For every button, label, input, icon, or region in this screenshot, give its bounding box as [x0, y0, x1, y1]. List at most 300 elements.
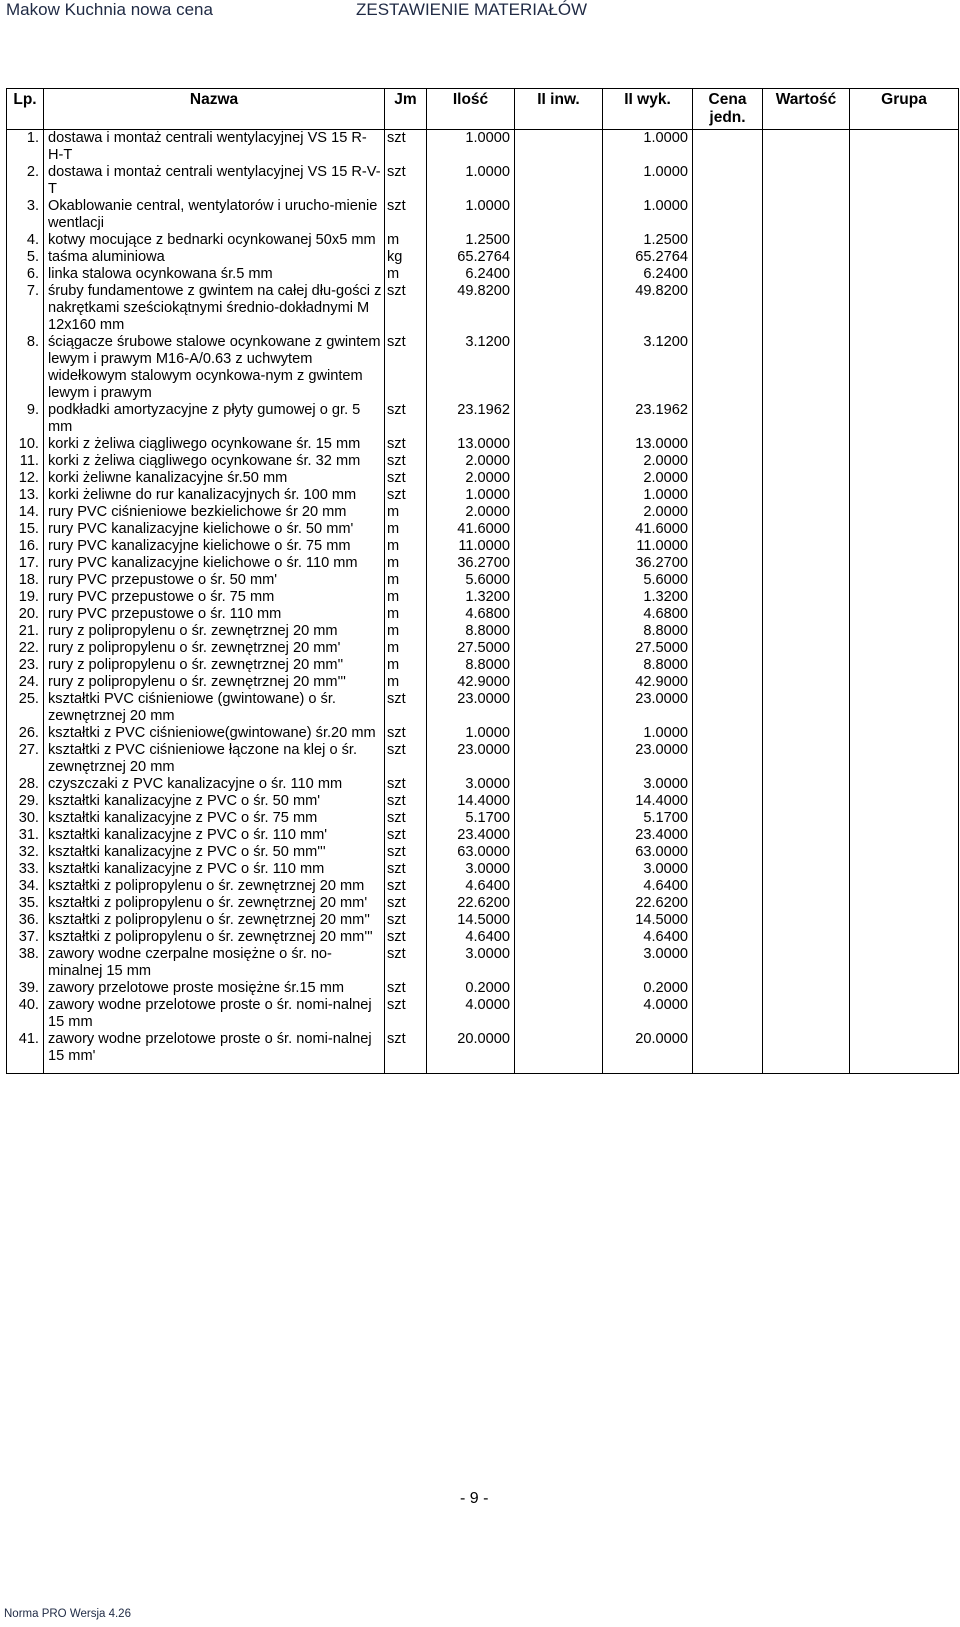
row-lp: 11. [7, 453, 44, 470]
row-ii-wyk: 2.0000 [603, 504, 693, 521]
row-ilosc: 1.0000 [427, 198, 515, 232]
row-cena [693, 283, 763, 334]
row-lp: 3. [7, 198, 44, 232]
row-ii-wyk: 14.4000 [603, 793, 693, 810]
row-cena [693, 521, 763, 538]
row-wartosc [763, 470, 850, 487]
table-row [7, 504, 959, 521]
row-name: rury PVC przepustowe o śr. 75 mm [44, 589, 385, 606]
row-lp: 1. [7, 130, 44, 165]
row-ilosc: 2.0000 [427, 453, 515, 470]
col-ii-wyk: II wyk. [603, 89, 693, 130]
row-ii-wyk: 27.5000 [603, 640, 693, 657]
row-wartosc [763, 249, 850, 266]
table-row [7, 1031, 959, 1065]
row-name: zawory wodne czerpalne mosiężne o śr. no-minalnej 15 mm [44, 946, 385, 980]
row-jm: kg [385, 249, 427, 266]
row-ii-wyk: 1.3200 [603, 589, 693, 606]
row-ilosc: 41.6000 [427, 521, 515, 538]
row-ii-inw [515, 623, 603, 640]
row-ii-inw [515, 827, 603, 844]
row-ilosc: 1.0000 [427, 130, 515, 165]
row-wartosc [763, 776, 850, 793]
row-jm: szt [385, 912, 427, 929]
row-ilosc: 3.0000 [427, 861, 515, 878]
row-ilosc: 36.2700 [427, 555, 515, 572]
row-name: ściągacze śrubowe stalowe ocynkowane z gwintem lewym i prawym M16-A/0.63 z uchwytem widełkowym stalowym ocynkowa-nym z gwintem lewym i prawym [44, 334, 385, 402]
table-row [7, 657, 959, 674]
row-cena [693, 861, 763, 878]
row-wartosc [763, 521, 850, 538]
row-ilosc: 42.9000 [427, 674, 515, 691]
row-ii-wyk: 14.5000 [603, 912, 693, 929]
row-grupa [850, 164, 959, 198]
row-ii-inw [515, 249, 603, 266]
table-row [7, 470, 959, 487]
row-ilosc: 1.0000 [427, 487, 515, 504]
row-ilosc: 27.5000 [427, 640, 515, 657]
row-name: kształtki kanalizacyjne z PVC o śr. 110 mm [44, 861, 385, 878]
row-jm: szt [385, 436, 427, 453]
table-row [7, 742, 959, 776]
row-jm: szt [385, 1031, 427, 1065]
row-ii-wyk: 3.1200 [603, 334, 693, 402]
row-cena [693, 232, 763, 249]
row-cena [693, 572, 763, 589]
row-jm: szt [385, 929, 427, 946]
table-row [7, 640, 959, 657]
row-ii-wyk: 0.2000 [603, 980, 693, 997]
row-lp: 31. [7, 827, 44, 844]
row-grupa [850, 980, 959, 997]
row-ilosc: 5.1700 [427, 810, 515, 827]
row-grupa [850, 861, 959, 878]
row-lp: 36. [7, 912, 44, 929]
row-ilosc: 1.0000 [427, 725, 515, 742]
row-jm: szt [385, 691, 427, 725]
row-ii-wyk: 1.2500 [603, 232, 693, 249]
row-ilosc: 14.5000 [427, 912, 515, 929]
row-ii-inw [515, 198, 603, 232]
row-ilosc: 49.8200 [427, 283, 515, 334]
row-ii-inw [515, 776, 603, 793]
table-row [7, 164, 959, 198]
row-ii-wyk: 1.0000 [603, 130, 693, 165]
spacer-cell [603, 1065, 693, 1074]
row-ii-inw [515, 861, 603, 878]
row-ii-inw [515, 232, 603, 249]
row-cena [693, 878, 763, 895]
spacer-cell [7, 1065, 44, 1074]
row-jm: szt [385, 164, 427, 198]
row-wartosc [763, 1031, 850, 1065]
row-lp: 13. [7, 487, 44, 504]
table-row [7, 623, 959, 640]
row-jm: szt [385, 980, 427, 997]
row-jm: szt [385, 487, 427, 504]
table-row [7, 572, 959, 589]
row-ii-wyk: 8.8000 [603, 657, 693, 674]
row-grupa [850, 929, 959, 946]
col-grupa: Grupa [850, 89, 959, 130]
row-lp: 8. [7, 334, 44, 402]
col-cena-jedn: Cena jedn. [693, 89, 763, 130]
row-ii-wyk: 11.0000 [603, 538, 693, 555]
row-grupa [850, 487, 959, 504]
row-ii-inw [515, 1031, 603, 1065]
row-jm: szt [385, 725, 427, 742]
row-ii-wyk: 13.0000 [603, 436, 693, 453]
row-grupa [850, 912, 959, 929]
row-name: Okablowanie central, wentylatorów i urucho-mienie wentlacji [44, 198, 385, 232]
row-cena [693, 504, 763, 521]
row-jm: szt [385, 895, 427, 912]
row-lp: 35. [7, 895, 44, 912]
row-ilosc: 4.0000 [427, 997, 515, 1031]
row-wartosc [763, 793, 850, 810]
row-jm: m [385, 640, 427, 657]
row-grupa [850, 402, 959, 436]
row-name: kształtki z PVC ciśnieniowe(gwintowane) śr.20 mm [44, 725, 385, 742]
page-number: - 9 - [460, 1490, 489, 1507]
row-ii-wyk: 23.1962 [603, 402, 693, 436]
row-lp: 9. [7, 402, 44, 436]
row-ii-inw [515, 436, 603, 453]
row-lp: 24. [7, 674, 44, 691]
col-wartosc: Wartość [763, 89, 850, 130]
row-lp: 23. [7, 657, 44, 674]
row-name: kotwy mocujące z bednarki ocynkowanej 50x5 mm [44, 232, 385, 249]
row-ii-inw [515, 810, 603, 827]
row-name: kształtki kanalizacyjne z PVC o śr. 50 mm' [44, 793, 385, 810]
row-ii-inw [515, 895, 603, 912]
table-row [7, 929, 959, 946]
table-row [7, 912, 959, 929]
row-cena [693, 980, 763, 997]
col-jm: Jm [385, 89, 427, 130]
row-jm: szt [385, 878, 427, 895]
row-ii-inw [515, 334, 603, 402]
row-wartosc [763, 538, 850, 555]
row-lp: 19. [7, 589, 44, 606]
row-cena [693, 402, 763, 436]
row-cena [693, 657, 763, 674]
row-wartosc [763, 164, 850, 198]
row-name: podkładki amortyzacyjne z płyty gumowej o gr. 5 mm [44, 402, 385, 436]
row-cena [693, 198, 763, 232]
row-wartosc [763, 555, 850, 572]
row-name: rury z polipropylenu o śr. zewnętrznej 20 mm [44, 623, 385, 640]
row-cena [693, 623, 763, 640]
row-jm: m [385, 657, 427, 674]
row-name: rury PVC kanalizacyjne kielichowe o śr. 110 mm [44, 555, 385, 572]
row-wartosc [763, 929, 850, 946]
row-wartosc [763, 589, 850, 606]
table-row [7, 334, 959, 402]
row-ii-inw [515, 997, 603, 1031]
row-ii-wyk: 4.0000 [603, 997, 693, 1031]
row-ii-wyk: 3.0000 [603, 776, 693, 793]
row-grupa [850, 572, 959, 589]
row-lp: 21. [7, 623, 44, 640]
row-ii-wyk: 1.0000 [603, 487, 693, 504]
row-ii-inw [515, 691, 603, 725]
row-ii-wyk: 2.0000 [603, 470, 693, 487]
row-lp: 30. [7, 810, 44, 827]
row-ii-inw [515, 402, 603, 436]
row-wartosc [763, 436, 850, 453]
row-wartosc [763, 810, 850, 827]
row-jm: m [385, 555, 427, 572]
row-ii-inw [515, 929, 603, 946]
row-grupa [850, 249, 959, 266]
row-wartosc [763, 861, 850, 878]
row-cena [693, 725, 763, 742]
row-jm: szt [385, 861, 427, 878]
row-grupa [850, 895, 959, 912]
row-cena [693, 453, 763, 470]
row-grupa [850, 453, 959, 470]
row-ii-wyk: 36.2700 [603, 555, 693, 572]
row-cena [693, 895, 763, 912]
table-bottom-spacer [7, 1065, 959, 1074]
row-lp: 37. [7, 929, 44, 946]
row-lp: 2. [7, 164, 44, 198]
row-grupa [850, 691, 959, 725]
row-ii-inw [515, 555, 603, 572]
row-name: korki z żeliwa ciągliwego ocynkowane śr. 15 mm [44, 436, 385, 453]
row-cena [693, 674, 763, 691]
row-jm: m [385, 538, 427, 555]
row-lp: 28. [7, 776, 44, 793]
row-name: kształtki kanalizacyjne z PVC o śr. 110 mm' [44, 827, 385, 844]
row-ii-wyk: 1.0000 [603, 198, 693, 232]
table-row [7, 827, 959, 844]
table-row [7, 232, 959, 249]
row-lp: 41. [7, 1031, 44, 1065]
row-lp: 4. [7, 232, 44, 249]
row-lp: 34. [7, 878, 44, 895]
row-ii-wyk: 5.6000 [603, 572, 693, 589]
row-lp: 18. [7, 572, 44, 589]
row-ii-inw [515, 742, 603, 776]
col-ilosc: Ilość [427, 89, 515, 130]
row-ii-inw [515, 130, 603, 165]
table-row [7, 198, 959, 232]
row-ii-wyk: 23.4000 [603, 827, 693, 844]
row-lp: 26. [7, 725, 44, 742]
row-name: rury PVC kanalizacyjne kielichowe o śr. 75 mm [44, 538, 385, 555]
row-ii-inw [515, 453, 603, 470]
table-row [7, 266, 959, 283]
row-ilosc: 23.4000 [427, 827, 515, 844]
row-lp: 27. [7, 742, 44, 776]
row-wartosc [763, 283, 850, 334]
row-grupa [850, 334, 959, 402]
row-wartosc [763, 674, 850, 691]
row-ilosc: 3.0000 [427, 776, 515, 793]
row-wartosc [763, 266, 850, 283]
row-name: korki żeliwne do rur kanalizacyjnych śr. 100 mm [44, 487, 385, 504]
row-ii-wyk: 23.0000 [603, 742, 693, 776]
row-wartosc [763, 232, 850, 249]
row-name: korki żeliwne kanalizacyjne śr.50 mm [44, 470, 385, 487]
row-ii-wyk: 49.8200 [603, 283, 693, 334]
spacer-cell [44, 1065, 385, 1074]
col-lp: Lp. [7, 89, 44, 130]
row-lp: 20. [7, 606, 44, 623]
spacer-cell [763, 1065, 850, 1074]
row-wartosc [763, 572, 850, 589]
row-jm: m [385, 623, 427, 640]
row-jm: szt [385, 793, 427, 810]
row-lp: 39. [7, 980, 44, 997]
row-name: kształtki z PVC ciśnieniowe łączone na klej o śr. zewnętrznej 20 mm [44, 742, 385, 776]
row-ii-inw [515, 980, 603, 997]
row-ii-wyk: 8.8000 [603, 623, 693, 640]
row-ilosc: 20.0000 [427, 1031, 515, 1065]
table-row [7, 521, 959, 538]
row-wartosc [763, 725, 850, 742]
row-grupa [850, 946, 959, 980]
row-wartosc [763, 487, 850, 504]
row-jm: szt [385, 470, 427, 487]
row-ii-wyk: 4.6800 [603, 606, 693, 623]
row-wartosc [763, 691, 850, 725]
row-cena [693, 946, 763, 980]
row-ilosc: 0.2000 [427, 980, 515, 997]
row-ii-wyk: 4.6400 [603, 929, 693, 946]
row-name: dostawa i montaż centrali wentylacyjnej VS 15 R-V-T [44, 164, 385, 198]
row-ii-wyk: 20.0000 [603, 1031, 693, 1065]
row-cena [693, 436, 763, 453]
row-grupa [850, 878, 959, 895]
row-ii-wyk: 4.6400 [603, 878, 693, 895]
row-jm: szt [385, 283, 427, 334]
row-grupa [850, 283, 959, 334]
table-row [7, 691, 959, 725]
row-ilosc: 22.6200 [427, 895, 515, 912]
document-title: Makow Kuchnia nowa cena [6, 0, 213, 19]
row-ii-wyk: 3.0000 [603, 946, 693, 980]
row-ii-inw [515, 657, 603, 674]
row-ilosc: 1.2500 [427, 232, 515, 249]
row-grupa [850, 844, 959, 861]
row-jm: szt [385, 402, 427, 436]
row-ii-inw [515, 283, 603, 334]
row-ilosc: 2.0000 [427, 504, 515, 521]
row-ii-inw [515, 521, 603, 538]
row-lp: 25. [7, 691, 44, 725]
row-lp: 14. [7, 504, 44, 521]
spacer-cell [515, 1065, 603, 1074]
row-grupa [850, 997, 959, 1031]
row-lp: 10. [7, 436, 44, 453]
row-wartosc [763, 895, 850, 912]
row-wartosc [763, 402, 850, 436]
row-ii-inw [515, 504, 603, 521]
row-lp: 12. [7, 470, 44, 487]
row-name: taśma aluminiowa [44, 249, 385, 266]
row-lp: 5. [7, 249, 44, 266]
col-nazwa: Nazwa [44, 89, 385, 130]
row-name: kształtki z polipropylenu o śr. zewnętrznej 20 mm''' [44, 929, 385, 946]
row-jm: szt [385, 453, 427, 470]
row-name: dostawa i montaż centrali wentylacyjnej VS 15 R-H-T [44, 130, 385, 165]
row-ii-inw [515, 844, 603, 861]
row-wartosc [763, 946, 850, 980]
row-cena [693, 742, 763, 776]
row-ii-wyk: 65.2764 [603, 249, 693, 266]
table-row [7, 453, 959, 470]
row-grupa [850, 198, 959, 232]
row-cena [693, 130, 763, 165]
table-row [7, 538, 959, 555]
row-ii-wyk: 1.0000 [603, 725, 693, 742]
row-wartosc [763, 640, 850, 657]
row-cena [693, 334, 763, 402]
row-cena [693, 555, 763, 572]
col-ii-inw: II inw. [515, 89, 603, 130]
table-row [7, 810, 959, 827]
row-grupa [850, 130, 959, 165]
row-lp: 16. [7, 538, 44, 555]
row-ii-inw [515, 164, 603, 198]
table-row [7, 980, 959, 997]
table-header-row [7, 89, 959, 130]
row-jm: szt [385, 997, 427, 1031]
row-wartosc [763, 997, 850, 1031]
row-ii-inw [515, 589, 603, 606]
row-jm: szt [385, 827, 427, 844]
row-jm: m [385, 504, 427, 521]
row-ilosc: 23.0000 [427, 742, 515, 776]
row-grupa [850, 470, 959, 487]
row-grupa [850, 606, 959, 623]
row-ii-wyk: 6.2400 [603, 266, 693, 283]
row-wartosc [763, 912, 850, 929]
row-ilosc: 4.6400 [427, 878, 515, 895]
row-name: kształtki z polipropylenu o śr. zewnętrznej 20 mm'' [44, 912, 385, 929]
table-row [7, 130, 959, 165]
table-row [7, 436, 959, 453]
row-name: rury PVC ciśnieniowe bezkielichowe śr 20 mm [44, 504, 385, 521]
row-grupa [850, 504, 959, 521]
row-name: rury PVC kanalizacyjne kielichowe o śr. 50 mm' [44, 521, 385, 538]
row-cena [693, 929, 763, 946]
table-row [7, 844, 959, 861]
row-wartosc [763, 878, 850, 895]
row-grupa [850, 827, 959, 844]
row-ilosc: 4.6400 [427, 929, 515, 946]
table-row [7, 776, 959, 793]
row-ilosc: 2.0000 [427, 470, 515, 487]
row-ii-inw [515, 572, 603, 589]
row-ilosc: 4.6800 [427, 606, 515, 623]
row-cena [693, 793, 763, 810]
row-cena [693, 776, 763, 793]
row-ilosc: 1.3200 [427, 589, 515, 606]
row-ilosc: 3.0000 [427, 946, 515, 980]
row-wartosc [763, 657, 850, 674]
row-ii-wyk: 23.0000 [603, 691, 693, 725]
row-grupa [850, 232, 959, 249]
row-ilosc: 1.0000 [427, 164, 515, 198]
row-cena [693, 844, 763, 861]
row-ilosc: 14.4000 [427, 793, 515, 810]
row-lp: 6. [7, 266, 44, 283]
table-row [7, 946, 959, 980]
